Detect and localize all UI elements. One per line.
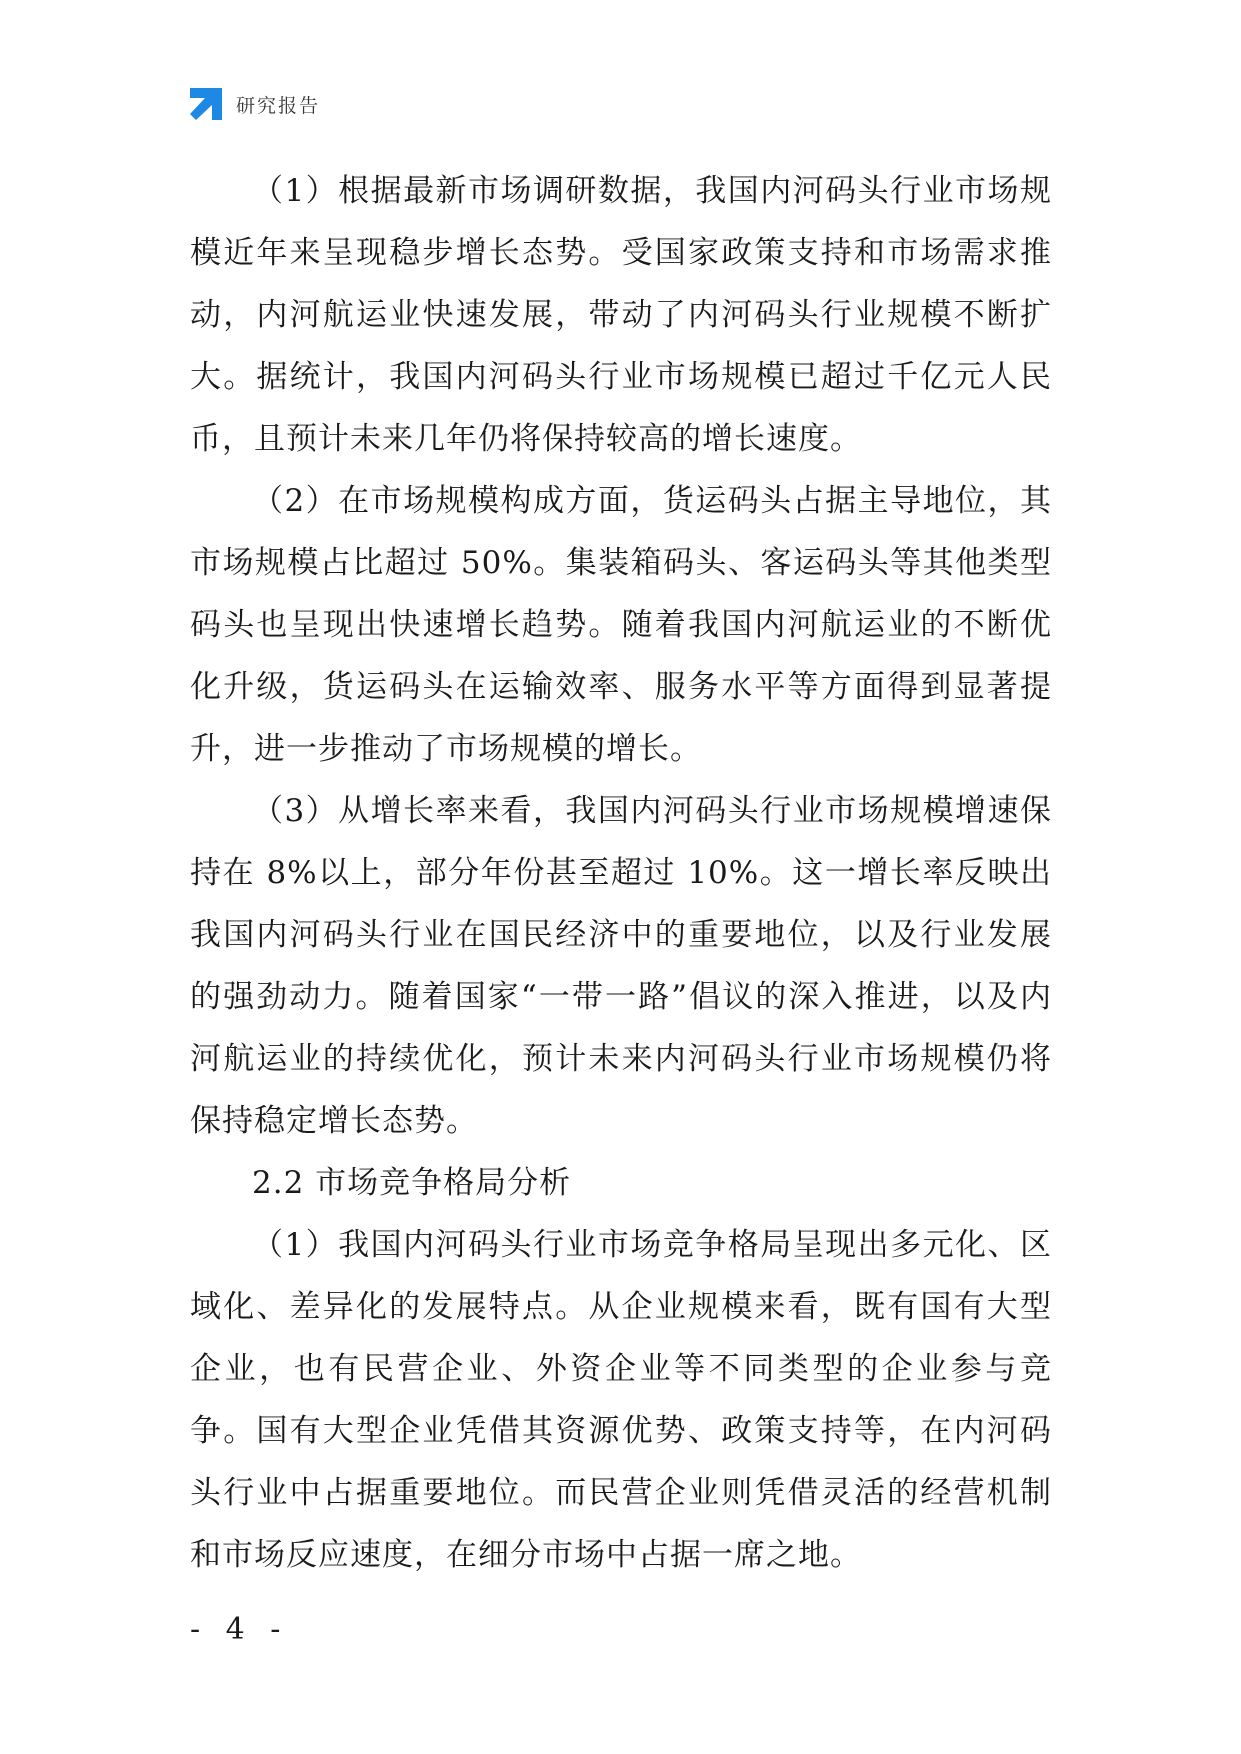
- section-heading: 2.2 市场竞争格局分析: [252, 1165, 572, 1201]
- header-title: 研究报告: [236, 94, 321, 117]
- section-paragraph-1: （1）我国内河码头行业市场竞争格局呈现出多元化、区域化、差异化的发展特点。从企业规模来看，既有国有大型企业，也有民营企业、外资企业等不同类型的企业参与竞争。国有大型企业凭借其资源优势、政策支持等，在内河码头行业中占据重要地位。而民营企业则凭借灵活的经营机制和市场反应速度，在细分市场中占据一席之地。: [190, 1227, 1052, 1573]
- arrow-logo-icon: [188, 86, 224, 122]
- paragraph-2: （2）在市场规模构成方面，货运码头占据主导地位，其市场规模占比超过 50%。集装箱码头、客运码头等其他类型码头也呈现出快速增长趋势。随着我国内河航运业的不断优化升级，货运码头在运输效率、服务水平等方面得到显著提升，进一步推动了市场规模的增长。: [190, 483, 1052, 767]
- report-header: [188, 86, 320, 122]
- page-number: - 4 -: [190, 1612, 289, 1647]
- paragraph-1: （1）根据最新市场调研数据，我国内河码头行业市场规模近年来呈现稳步增长态势。受国家政策支持和市场需求推动，内河航运业快速发展，带动了内河码头行业规模不断扩大。据统计，我国内河码头行业市场规模已超过千亿元人民币，且预计未来几年仍将保持较高的增长速度。: [190, 173, 1052, 457]
- paragraph-3: （3）从增长率来看，我国内河码头行业市场规模增速保持在 8%以上，部分年份甚至超过 10%。这一增长率反映出我国内河码头行业在国民经济中的重要地位，以及行业发展的强劲动力。随着国家“一带一路”倡议的深入推进，以及内河航运业的持续优化，预计未来内河码头行业市场规模仍将保持稳定增长态势。: [190, 793, 1052, 1139]
- document-body: [190, 160, 1052, 1586]
